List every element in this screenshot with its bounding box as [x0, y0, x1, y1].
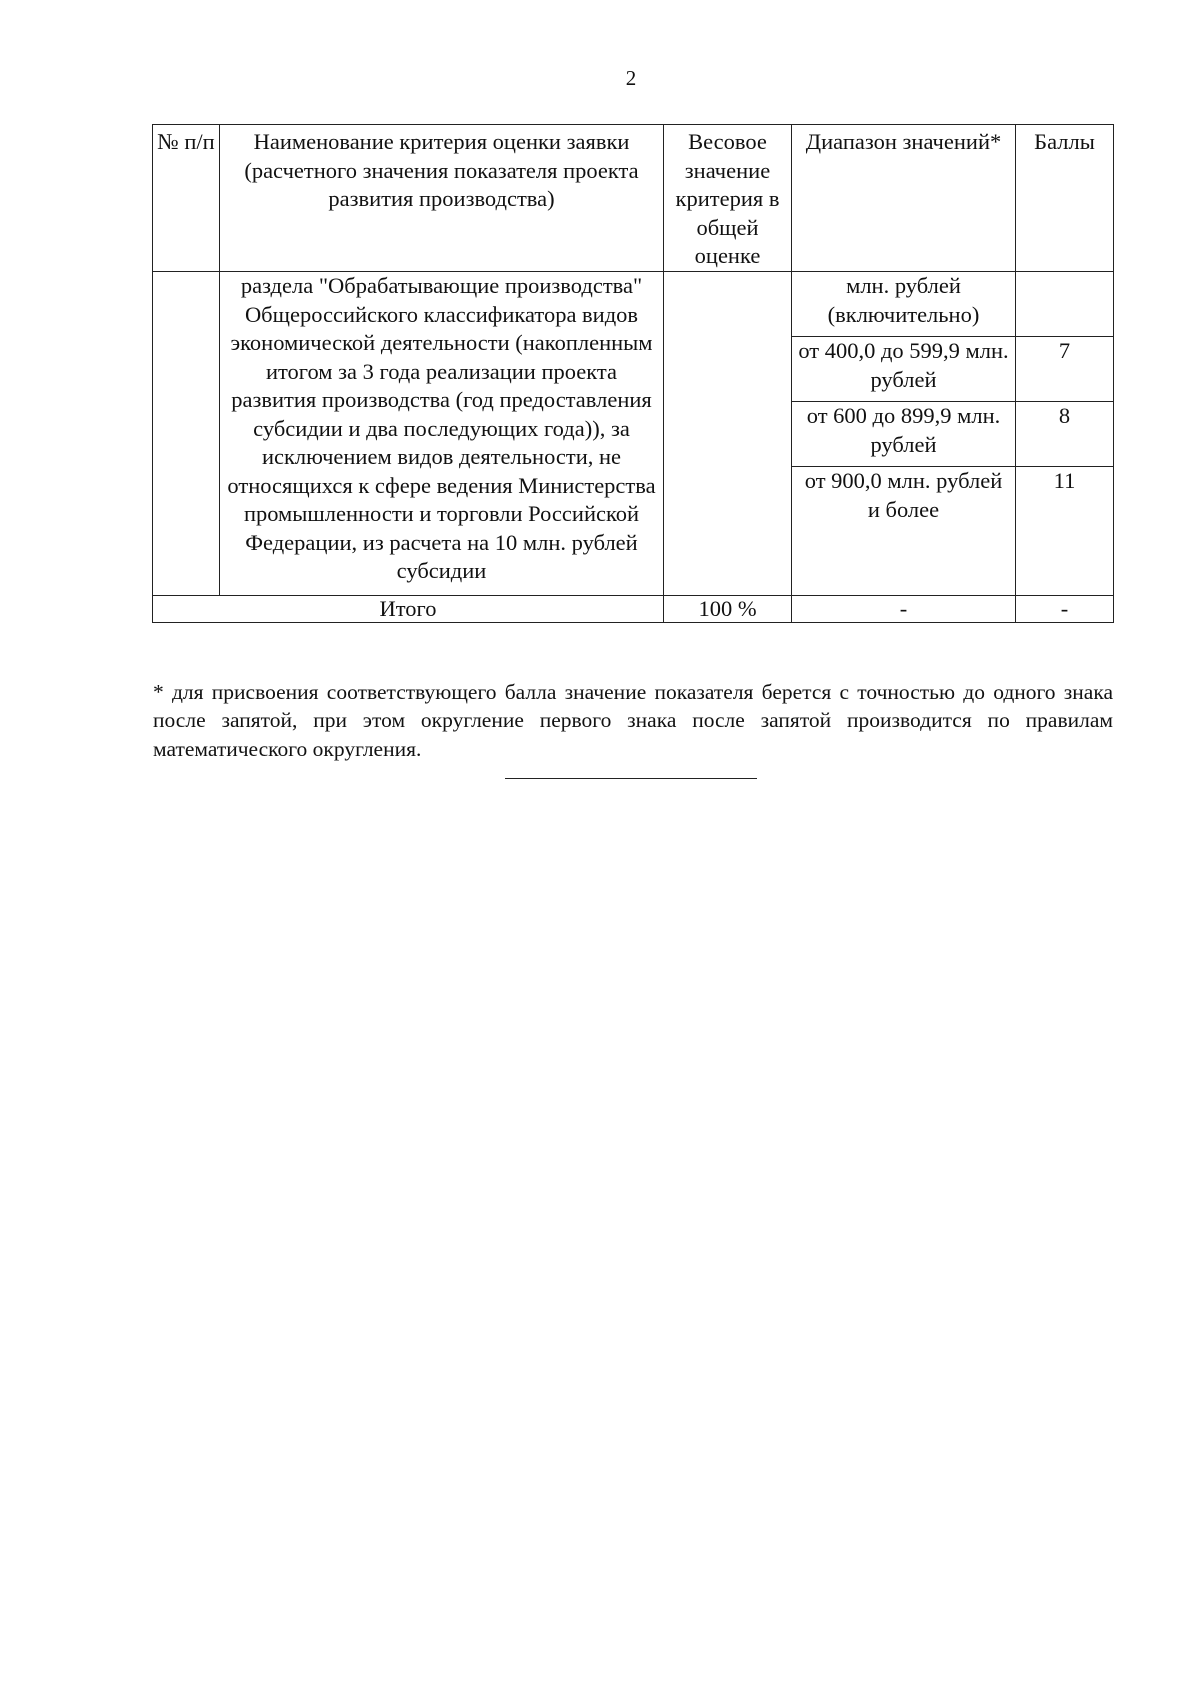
range-score	[1016, 272, 1114, 337]
header-weight: Весовое значение критерия в общей оценке	[664, 125, 792, 272]
range-value: от 600 до 899,9 млн. рублей	[792, 402, 1016, 467]
header-criterion-name: Наименование критерия оценки заявки (расчетного значения показателя проекта развития производства)	[220, 125, 664, 272]
range-score: 11	[1016, 467, 1114, 596]
end-divider	[505, 778, 757, 779]
header-number: № п/п	[153, 125, 220, 272]
range-value: от 900,0 млн. рублей и более	[792, 467, 1016, 596]
page-number: 2	[625, 66, 637, 90]
criterion-name: раздела "Обрабатывающие производства" Общероссийского классификатора видов экономической деятельности (накопленным итогом за 3 года реализации проекта развития производства (год предоставления субсидии и два последующих года)), за исключением видов деятельности, не относящихся к сфере ведения Министерства промышленности и торговли Российской Федерации, из расчета на 10 млн. рублей субсидии	[220, 272, 664, 596]
criterion-weight	[664, 272, 792, 596]
range-score: 7	[1016, 337, 1114, 402]
criteria-table	[152, 124, 1114, 623]
range-value: млн. рублей (включительно)	[792, 272, 1016, 337]
header-score: Баллы	[1016, 125, 1114, 272]
total-row	[153, 596, 1114, 623]
table-header-row	[153, 125, 1114, 272]
header-range: Диапазон значений*	[792, 125, 1016, 272]
total-weight: 100 %	[664, 596, 792, 623]
total-score: -	[1016, 596, 1114, 623]
table-row	[153, 272, 1114, 337]
footnote: * для присвоения соответствующего балла значение показателя берется с точностью до одного знака после запятой, при этом округление первого знака после запятой производится по правилам математического округления.	[153, 679, 1113, 761]
range-value: от 400,0 до 599,9 млн. рублей	[792, 337, 1016, 402]
range-score: 8	[1016, 402, 1114, 467]
total-range: -	[792, 596, 1016, 623]
criterion-number	[153, 272, 220, 596]
total-label: Итого	[153, 596, 664, 623]
